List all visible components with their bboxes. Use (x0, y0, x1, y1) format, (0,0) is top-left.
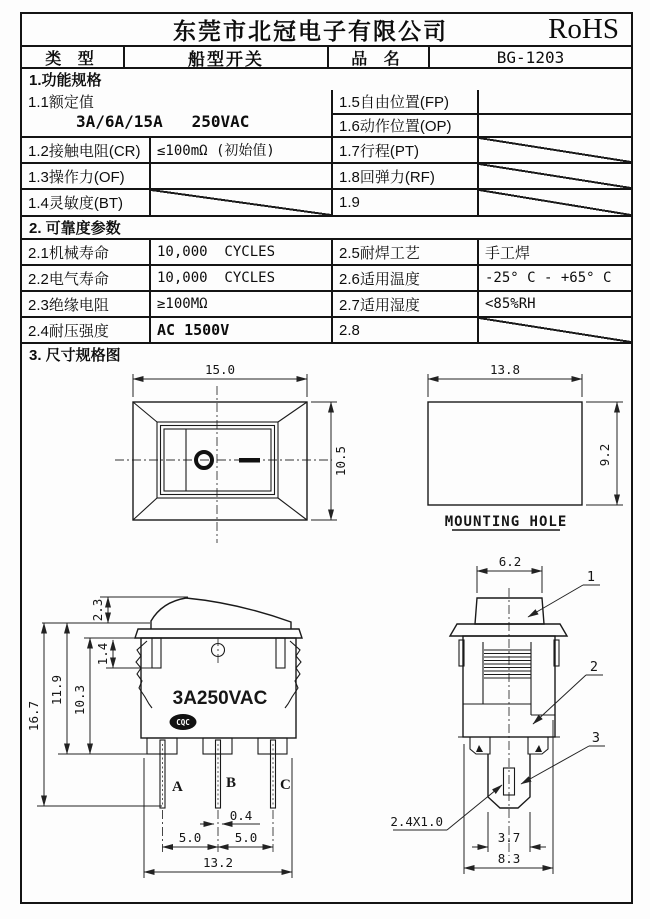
fp-label: 1.5自由位置(FP) (331, 90, 477, 113)
section2-table (22, 238, 631, 342)
drawings-svg (22, 365, 631, 902)
slot-size-label: 2.4X1.0 (390, 814, 443, 829)
section2-title: 2. 可靠度参数 (22, 215, 631, 238)
insulation-label: 2.3绝缘电阻 (22, 290, 149, 316)
dim-pitch2: 5.0 (234, 830, 258, 845)
of-value (149, 162, 331, 188)
mounting-hole-drawing (428, 365, 623, 530)
humidity-value: <85%RH (477, 290, 631, 316)
spec-sheet (20, 12, 633, 904)
item28-value-na (477, 316, 631, 342)
elec-life-value: 10,000 CYCLES (149, 264, 331, 290)
product-label: 品 名 (327, 47, 428, 67)
mech-life-value: 10,000 CYCLES (149, 238, 331, 264)
fp-value (477, 90, 631, 113)
dim-front-width: 15.0 (204, 365, 236, 377)
type-product-row (22, 45, 631, 67)
callout-3: 3 (591, 730, 601, 746)
withstand-label: 2.4耐压强度 (22, 316, 149, 342)
dim-front-height: 10.5 (333, 445, 348, 477)
dim-neck-width: 3.7 (497, 830, 521, 845)
rohs-mark: RoHS (548, 13, 619, 45)
elec-life-label: 2.2电气寿命 (22, 264, 149, 290)
bt-value-na (149, 188, 331, 215)
type-value: 船型开关 (123, 47, 327, 67)
rf-value-na (477, 162, 631, 188)
dim-rocker-width: 6.2 (498, 554, 522, 569)
rated-value: 3A/6A/15A 250VAC (76, 112, 250, 132)
section1-title: 1.功能规格 (22, 67, 631, 90)
rf-label: 1.8回弹力(RF) (331, 162, 477, 188)
front-view-drawing (115, 365, 348, 543)
op-value (477, 113, 631, 136)
solder-label: 2.5耐焊工艺 (331, 238, 477, 264)
dim-end-overall-width: 8.3 (497, 851, 521, 866)
dim-body-depth: 10.3 (72, 684, 87, 716)
side-rocker (151, 598, 291, 629)
temp-value: -25° C - +65° C (477, 264, 631, 290)
cr-label: 1.2接触电阻(CR) (22, 136, 149, 162)
dim-pitch1: 5.0 (178, 830, 202, 845)
cr-value: ≤100mΩ (初始值) (149, 136, 331, 162)
item19-value-na (477, 188, 631, 215)
dimension-drawings (22, 365, 631, 902)
side-flange (135, 629, 302, 638)
switch-on-symbol (239, 458, 260, 463)
product-value: BG-1203 (428, 47, 631, 67)
type-label: 类 型 (45, 50, 100, 68)
section3-title: 3. 尺寸规格图 (22, 342, 631, 365)
left-snap-spring (136, 641, 152, 708)
side-view-drawing (26, 597, 302, 878)
mech-life-label: 2.1机械寿命 (22, 238, 149, 264)
terminal-b-label: B (226, 775, 237, 791)
dim-total-height: 16.7 (26, 700, 41, 732)
item28-label: 2.8 (331, 316, 477, 342)
end-view-drawing (390, 554, 605, 874)
pt-value-na (477, 136, 631, 162)
terminal-c-label: C (280, 777, 291, 793)
bt-label: 1.4灵敏度(BT) (22, 188, 149, 215)
of-label: 1.3操作力(OF) (22, 162, 149, 188)
end-flange (450, 624, 567, 636)
dim-body-height: 11.9 (49, 674, 64, 706)
item19-label: 1.9 (331, 188, 477, 215)
temp-label: 2.6适用温度 (331, 264, 477, 290)
op-label: 1.6动作位置(OP) (331, 113, 477, 136)
pt-label: 1.7行程(PT) (331, 136, 477, 162)
dim-pin-width: 0.4 (229, 808, 253, 823)
rated-cell (22, 90, 331, 136)
rib-hatching (484, 650, 531, 678)
header-row (22, 14, 631, 45)
rating-marking: 3A250VAC (172, 688, 268, 709)
dim-flange-offset: 1.4 (95, 642, 110, 666)
humidity-label: 2.7适用湿度 (331, 290, 477, 316)
dim-hole-width: 13.8 (489, 365, 521, 377)
section1-table (22, 90, 631, 215)
right-snap-spring (285, 641, 301, 708)
rated-label: 1.1额定值 (28, 94, 94, 112)
insulation-value: ≥100MΩ (149, 290, 331, 316)
mounting-hole-caption: MOUNTING HOLE (444, 514, 568, 530)
solder-value: 手工焊 (477, 238, 631, 264)
mounting-hole-rect (428, 402, 582, 505)
callout-1: 1 (586, 569, 596, 585)
dim-hole-height: 9.2 (597, 443, 612, 467)
callout-2: 2 (589, 659, 599, 675)
company-name: 东莞市北冠电子有限公司 (173, 18, 448, 44)
terminal-a-label: A (172, 779, 183, 795)
cqc-logo-text: CQC (176, 718, 190, 727)
dim-overall-width: 13.2 (202, 855, 234, 870)
withstand-value: AC 1500V (149, 316, 331, 342)
dim-rocker-height: 2.3 (90, 598, 105, 622)
end-rocker (475, 598, 544, 624)
